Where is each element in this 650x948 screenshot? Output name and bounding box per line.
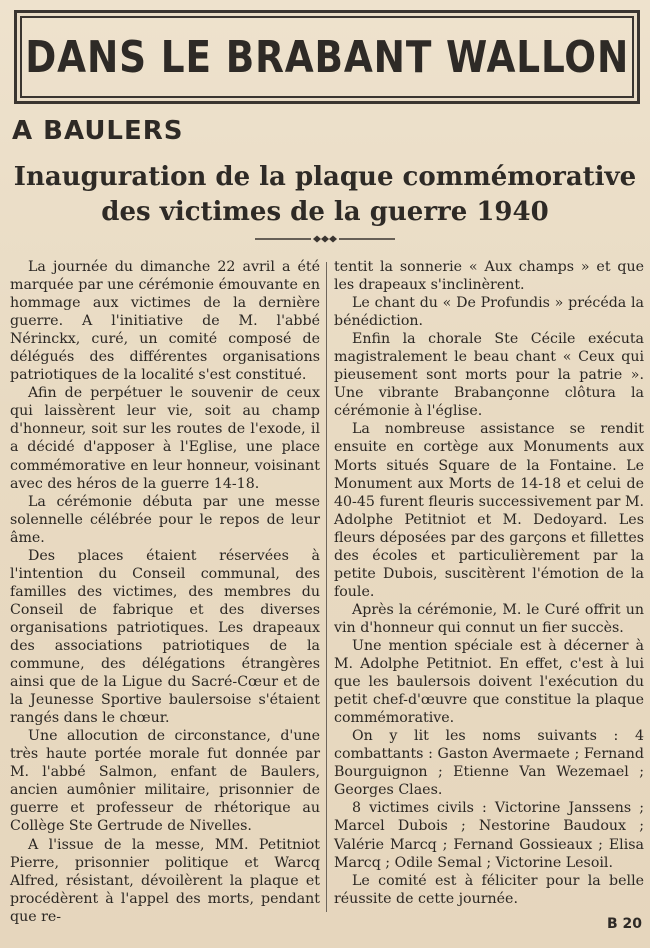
paragraph: tentit la sonnerie « Aux champs » et que les drapeaux s'inclinèrent. <box>334 259 644 294</box>
paragraph: Enfin la chorale Ste Cécile exécuta magistralement le beau chant « Ceux qui pieusement sont morts pour la patrie ». Une vibrante Brabançonne clôtura la cérémonie à l'église. <box>334 331 644 420</box>
paragraph: Une allocution de circonstance, d'une très haute portée morale fut donnée par M. l'abbé Salmon, enfant de Baulers, ancien aumônier militaire, prisonnier de guerre et professeur de rhétorique au Collège Ste Gertrude de Nivelles. <box>10 728 320 835</box>
paragraph: Après la cérémonie, M. le Curé offrit un vin d'honneur qui connut un fier succès. <box>334 601 644 636</box>
article-column-right <box>334 258 644 908</box>
paragraph: Une mention spéciale est à décerner à M. Adolphe Petitniot. En effet, c'est à lui que les baulersois doivent l'exécution du petit chef-d'œuvre que constitue la plaque commémorative. <box>334 637 644 727</box>
paragraph: Le chant du « De Profundis » précéda la bénédiction. <box>334 295 644 330</box>
section-title: DANS LE BRABANT WALLON <box>25 31 629 83</box>
place-heading: A BAULERS <box>12 116 184 146</box>
paragraph: A l'issue de la messe, MM. Petitniot Pierre, prisonnier politique et Warcq Alfred, résistant, dévoilèrent la plaque et procédèrent à l'appel des morts, pendant que re- <box>10 836 320 925</box>
section-banner <box>14 10 640 104</box>
paragraph: 8 victimes civils : Victorine Janssens ; Marcel Dubois ; Nestorine Baudoux ; Valérie Marcq ; Fernand Gossieaux ; Elisa Marcq ; Odile Semal ; Victorine Lesoil. <box>334 800 644 871</box>
paragraph: La nombreuse assistance se rendit ensuite en cortège aux Monuments aux Morts situés Square de la Fontaine. Le Monument aux Morts de 14-18 et celui de 40-45 furent fleuris successivement par M. Adolphe Petitniot et M. Dedoyard. Les fleurs déposées par des garçons et fillettes des écoles et particulièrement par la petite Dubois, suscitèrent l'émotion de la foule. <box>334 421 644 600</box>
headline-line-1: Inauguration de la plaque commémorative <box>13 162 637 192</box>
paragraph: La journée du dimanche 22 avril a été marquée par une cérémonie émouvante en hommage aux victimes de la dernière guerre. A l'initiative de M. l'abbé Nérinckx, curé, un comité composé de délégués des différentes organisations patriotiques de la localité s'est constitué. <box>10 259 320 384</box>
column-divider <box>326 262 327 912</box>
paragraph: Le comité est à féliciter pour la belle réussite de cette journée. <box>334 872 644 907</box>
paragraph: Afin de perpétuer le souvenir de ceux qui laissèrent leur vie, soit au champ d'honneur, soit sur les routes de l'exode, il a décidé d'apposer à l'Eglise, une place commémorative en leur honneur, voisinant avec des héros de la guerre 14-18. <box>10 385 320 492</box>
headline-line-2: des victimes de la guerre 1940 <box>101 197 549 227</box>
article-column-left <box>10 258 320 926</box>
article-headline <box>0 160 650 230</box>
paragraph: La cérémonie débuta par une messe solennelle célébrée pour le repos de leur âme. <box>10 493 320 546</box>
page-reference: B 20 <box>606 916 642 932</box>
paragraph: Des places étaient réservées à l'intention du Conseil communal, des familles des victimes, des membres du Conseil de fabrique et des diverses organisations patriotiques. Les drapeaux des associations patriotiques de la commune, des délégations étrangères ainsi que de la Ligue du Sacré-Cœur et de la Jeunesse Sportive baulersoise s'étaient rangés dans le chœur. <box>10 547 320 727</box>
paragraph: On y lit les noms suivants : 4 combattants : Gaston Avermaete ; Fernand Bourguignon ; Etienne Van Wezemael ; Georges Claes. <box>334 728 644 799</box>
ornament-divider-icon <box>255 234 395 244</box>
